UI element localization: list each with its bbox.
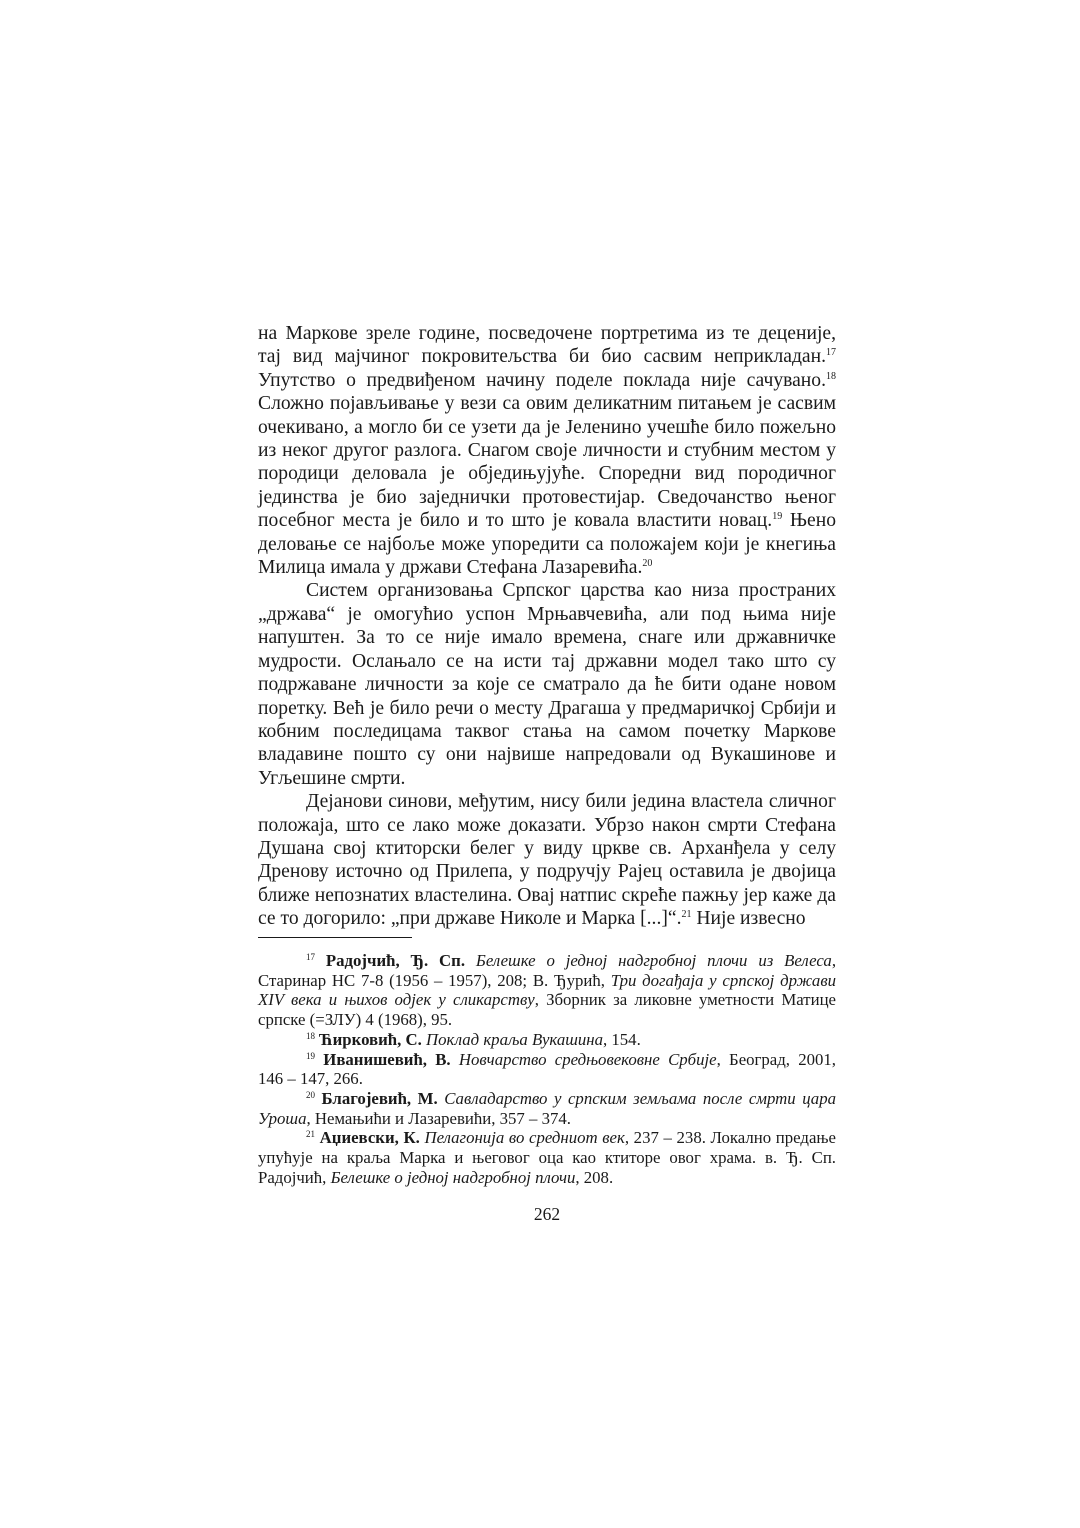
citation-author: Ћирковић, С. — [319, 1029, 422, 1049]
body-paragraph — [258, 790, 836, 930]
footnote-ref: 17 — [826, 347, 836, 359]
text-run: Упутство о предвиђеном начину поделе поклада није сачувано. — [258, 369, 826, 391]
text-run — [315, 951, 326, 970]
text-run — [465, 951, 476, 970]
page-number: 262 — [533, 1204, 561, 1224]
footnotes — [258, 951, 836, 1187]
footnote-separator — [258, 937, 412, 938]
footnote-ref: 18 — [826, 370, 836, 382]
footnote — [258, 1089, 836, 1128]
citation-author: Аџиевски, К. — [319, 1128, 420, 1148]
footnote-ref: 21 — [306, 1129, 315, 1140]
text-run — [451, 1050, 459, 1069]
citation-title: Новчарство средњовековне Србије — [458, 1049, 717, 1069]
text-run: , Немањићи и Лазаревићи, 357 – 374. — [306, 1108, 571, 1128]
body-paragraph — [258, 579, 836, 790]
footnote-ref: 17 — [306, 952, 315, 962]
footnote-ref: 19 — [306, 1050, 315, 1061]
text-run: , 154. — [603, 1029, 641, 1049]
citation-title: Поклад краља Вукашина — [426, 1029, 603, 1049]
body-paragraph — [258, 322, 836, 579]
footnote — [258, 951, 836, 1030]
text-run: , Зборник за ликовне уметности Матице српске (=ЗЛУ) 4 (1968), 95. — [258, 990, 836, 1030]
text-run: , 208. — [575, 1167, 614, 1187]
main-text — [258, 322, 836, 931]
footnote-ref: 18 — [306, 1030, 315, 1041]
citation-title: Белешке о једној надгробној плочи из Велеса — [475, 951, 832, 970]
citation-title: Белешке о једној надгробној плочи — [330, 1167, 576, 1187]
footnote — [258, 1030, 836, 1050]
citation-title: Савладарство у српским земљама после смрти цара Уроша — [258, 1088, 836, 1128]
citation-title: Три догађаја у српској држави XIV века и њихов одјек у сликарству — [258, 970, 836, 1010]
text-run: , 237 – 238. Локално предање упућује на краља Марка и његовог оца као ктиторе овог храма. в. Ђ. Сп. Радојчић, — [258, 1128, 836, 1187]
citation-title: Пелагонија во средниот век — [424, 1128, 625, 1148]
footnote-ref: 20 — [306, 1089, 315, 1100]
text-run: , Старинар НС 7-8 (1956 – 1957), 208; В. Ђурић, — [258, 951, 837, 990]
text-run: на Маркове зреле године, посведочене портретима из те деценије, тај вид мајчиног покровитељства би био сасвим неприкладан. — [258, 323, 836, 368]
footnote-ref: 20 — [642, 558, 653, 570]
text-run: Није извесно — [691, 908, 806, 930]
footnote — [258, 1050, 836, 1089]
citation-author: Благојевић, М. — [321, 1088, 438, 1108]
text-run: , Београд, 2001, 146 – 147, 266. — [258, 1049, 836, 1089]
citation-author: Иванишевић, В. — [323, 1049, 451, 1069]
footnote — [258, 1128, 836, 1187]
text-run: Дејанови синови, међутим, нису били једина властела сличног положаја, што се лако може доказати. Убрзо након смрти Стефана Душана свој ктиторски белег у виду цркве св. Арханђела у селу Дренову источно од Прилепа, у подручју Рајец оставила је двојица ближе непознатих властелина. Овај натпис скреће пажњу јер каже да се то догорило: „при државе Николе и Марка [...]“. — [258, 791, 836, 930]
text-run: Њено деловање се најбоље може упоредити са положајем који је кнегиња Милица имала у држави Стефана Лазаревића. — [258, 510, 836, 579]
footnote-ref: 19 — [772, 511, 783, 523]
citation-author: Радојчић, Ђ. Сп. — [325, 951, 466, 970]
text-run: Сложно појављивање у вези са овим деликатним питањем је сасвим очекивано, а могло би се узети да је Јеленино учешће било пожељно из неког другог разлога. Снагом своје личности и стубним местом у породици деловала је обједињујуће. Споредни вид породичног јединства је био заједнички протовестијар. Сведочанство њеног посебног места је било и то што је ковала властити новац. — [258, 393, 836, 532]
text-run: Систем организовања Српског царства као низа пространих „држава“ је омогућио успон Мрњавчевића, али под њима није напуштен. За то се није имало времена, снаге или државничке мудрости. Ослањало се на исти тај државни модел тако што су подржаване личности за које се сматрало да ће бити одане новом поретку. Већ је било речи о месту Драгаша у предмаричкој Србији и кобним последицама таквог стања на самом почетку Маркове владавине пошто су они највише напредовали од Вукашинове и Угљешине смрти. — [258, 580, 836, 789]
footnote-ref: 21 — [681, 909, 692, 921]
